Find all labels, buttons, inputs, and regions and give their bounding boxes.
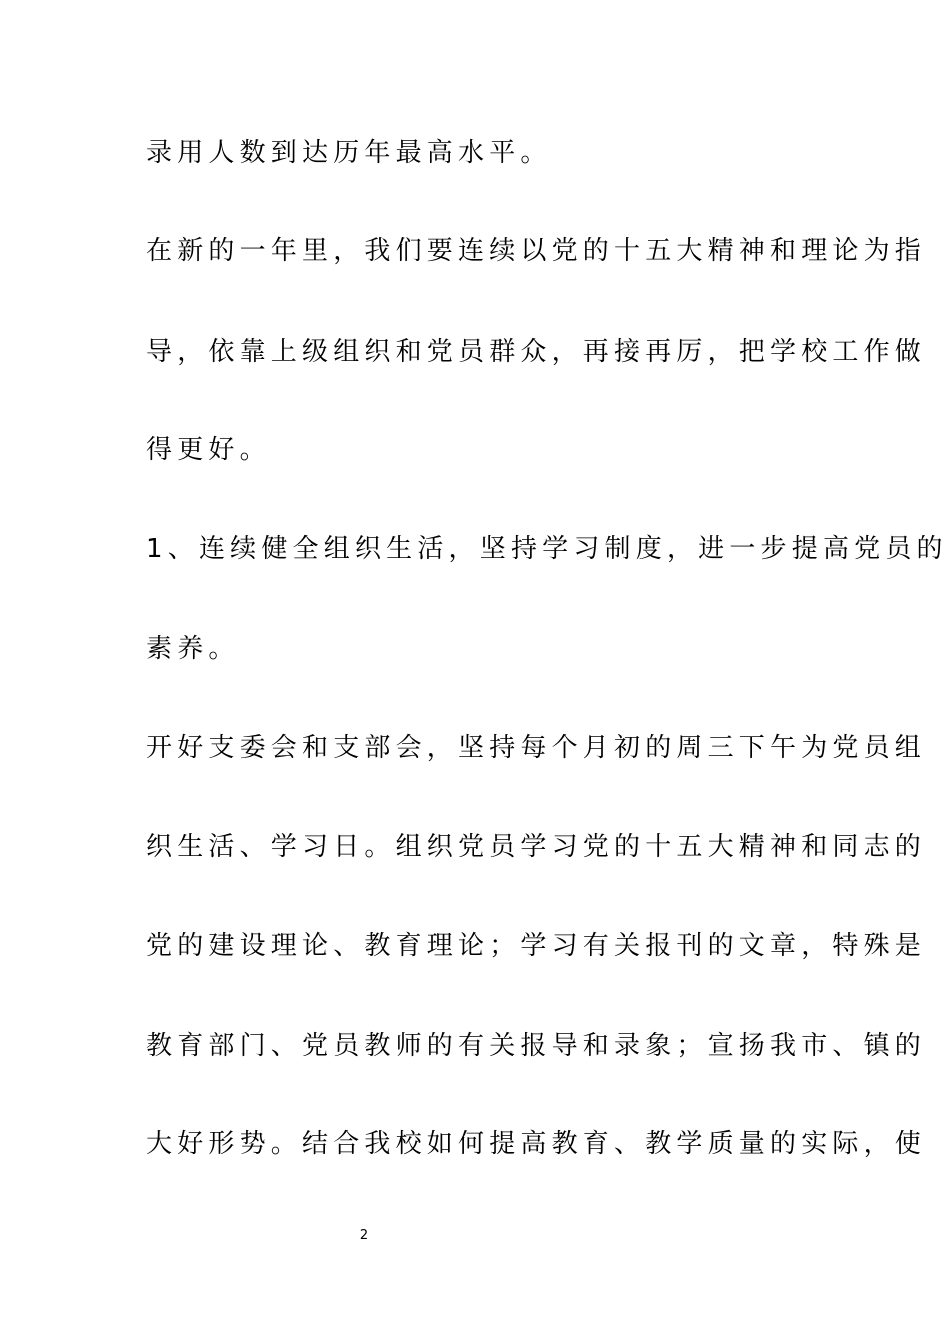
- page-number: 2: [359, 1228, 369, 1243]
- text-line: 得更好。: [146, 435, 271, 465]
- text-line: 党的建设理论、教育理论；学习有关报刊的文章，特殊是: [146, 931, 927, 961]
- text-line: 在新的一年里，我们要连续以党的十五大精神和理论为指: [146, 236, 927, 266]
- text-line: 大好形势。结合我校如何提高教育、教学质量的实际，使: [146, 1129, 927, 1159]
- text-line: 教育部门、党员教师的有关报导和录象；宣扬我市、镇的: [146, 1031, 927, 1061]
- text-line: 导，依靠上级组织和党员群众，再接再厉，把学校工作做: [146, 337, 927, 367]
- text-line: 织生活、学习日。组织党员学习党的十五大精神和同志的: [146, 832, 927, 862]
- text-line: 开好支委会和支部会，坚持每个月初的周三下午为党员组: [146, 733, 927, 763]
- text-line: 录用人数到达历年最高水平。: [146, 138, 552, 168]
- text-line: 素养。: [146, 634, 240, 664]
- text-line: 1、连续健全组织生活，坚持学习制度，进一步提高党员的: [146, 534, 948, 564]
